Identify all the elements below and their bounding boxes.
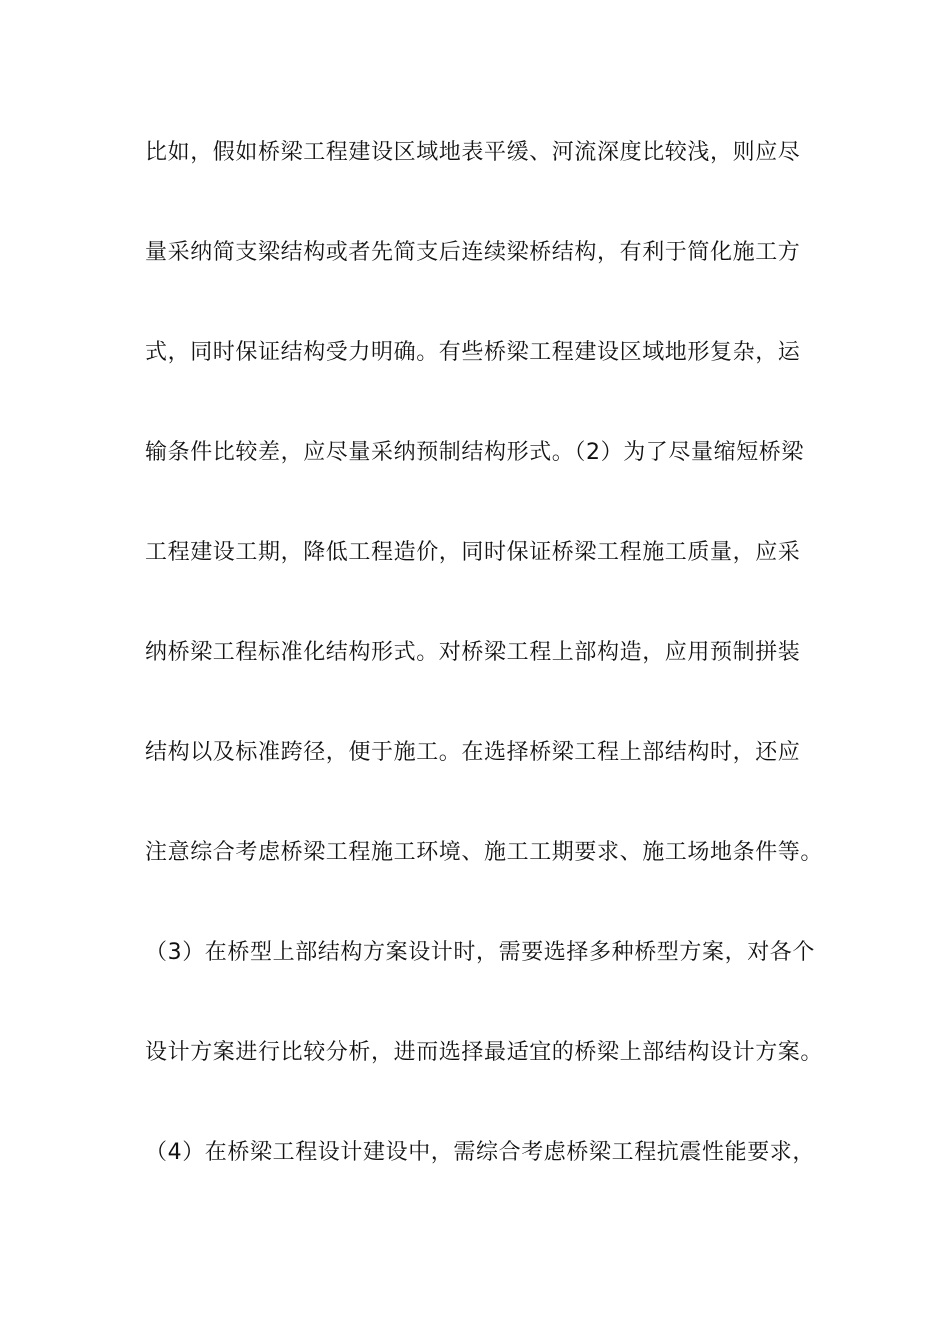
text-line: 纳桥梁工程标准化结构形式。对桥梁工程上部构造，应用预制拼装: [145, 640, 801, 665]
text-line: 设计方案进行比较分析，进而选择最适宜的桥梁上部结构设计方案。: [145, 1040, 824, 1065]
text-line: 输条件比较差，应尽量采纳预制结构形式。（2）为了尽量缩短桥梁: [145, 440, 804, 465]
text-line: 工程建设工期，降低工程造价，同时保证桥梁工程施工质量，应采: [145, 540, 801, 565]
text-line: 量采纳简支梁结构或者先简支后连续梁桥结构，有利于简化施工方: [145, 240, 801, 265]
text-line: 注意综合考虑桥梁工程施工环境、施工工期要求、施工场地条件等。: [145, 840, 824, 865]
text-line: （3）在桥型上部结构方案设计时，需要选择多种桥型方案，对各个: [145, 940, 815, 965]
body-text: [145, 130, 825, 1230]
text-line: 比如，假如桥梁工程建设区域地表平缓、河流深度比较浅，则应尽: [145, 140, 801, 165]
text-line: （4）在桥梁工程设计建设中，需综合考虑桥梁工程抗震性能要求，: [145, 1140, 815, 1165]
text-line: 结构以及标准跨径，便于施工。在选择桥梁工程上部结构时，还应: [145, 740, 801, 765]
text-line: 式，同时保证结构受力明确。有些桥梁工程建设区域地形复杂，运: [145, 340, 801, 365]
